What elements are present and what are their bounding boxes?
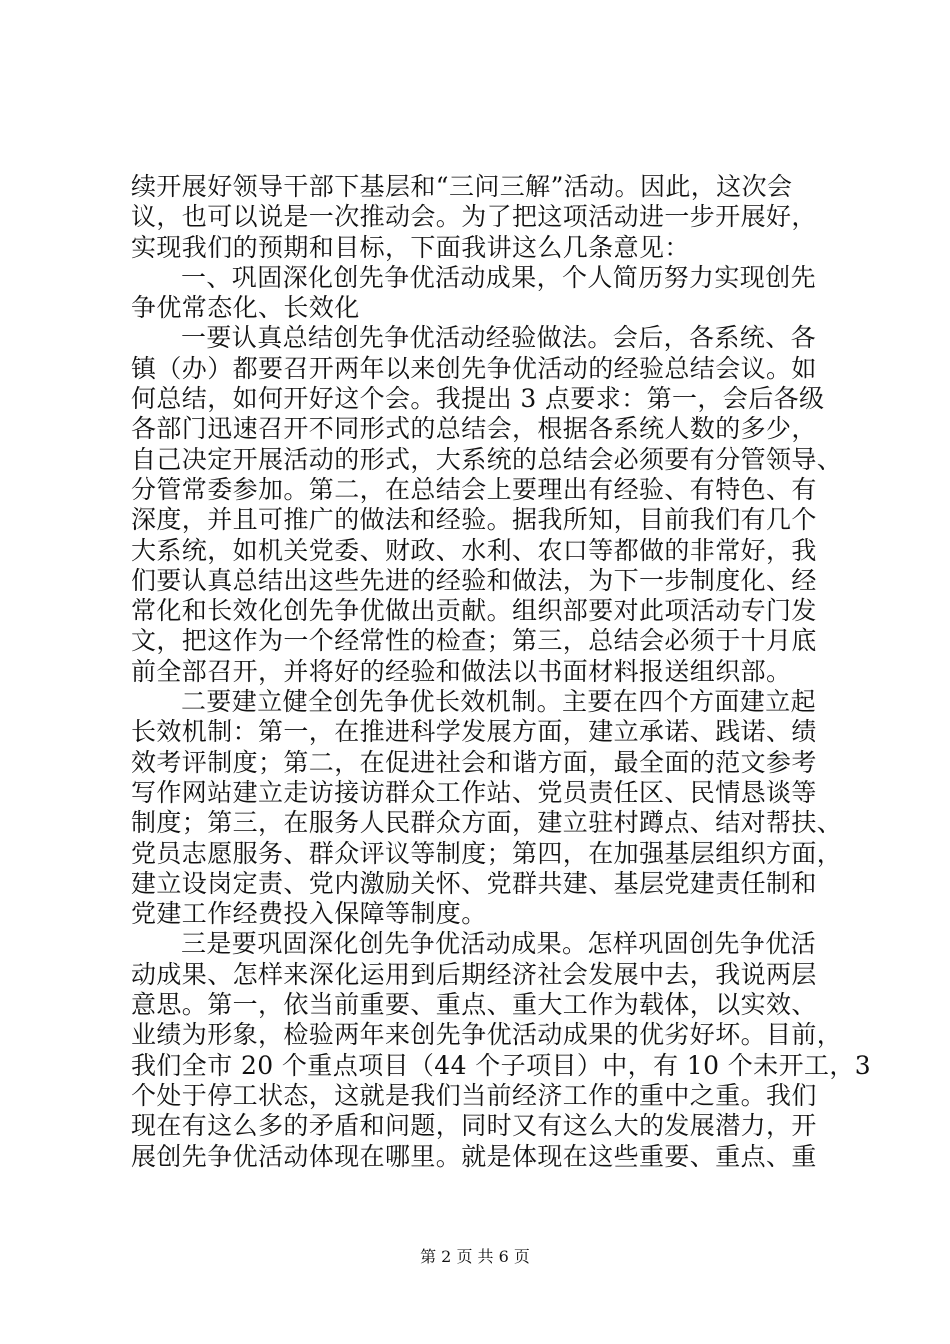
text-line: 我们全市 20 个重点项目（44 个子项目）中，有 10 个未开工，3	[131, 1050, 872, 1080]
section-heading-continued: 争优常态化、长效化	[131, 293, 360, 323]
text-line: 各部门迅速召开不同形式的总结会，根据各系统人数的多少，	[131, 414, 817, 444]
text-line: 展创先争优活动体现在哪里。就是体现在这些重要、重点、重	[131, 1141, 817, 1171]
text-line: 写作网站建立走访接访群众工作站、党员责任区、民情恳谈等	[131, 777, 817, 807]
text-line: 镇（办）都要召开两年以来创先争优活动的经验总结会议。如	[131, 353, 817, 383]
text-line: 实现我们的预期和目标，下面我讲这么几条意见：	[131, 232, 690, 262]
text-line: 党建工作经费投入保障等制度。	[131, 899, 487, 929]
text-line: 分管常委参加。第二，在总结会上要理出有经验、有特色、有	[131, 474, 817, 504]
text-line: 建立设岗定责、党内激励关怀、党群共建、基层党建责任制和	[131, 868, 817, 898]
text-line: 大系统，如机关党委、财政、水利、农口等都做的非常好，我	[131, 535, 817, 565]
text-line: 议，也可以说是一次推动会。为了把这项活动进一步开展好，	[131, 202, 817, 232]
page-number-footer: 第 2 页 共 6 页	[420, 1247, 530, 1266]
text-line: 意思。第一，依当前重要、重点、重大工作为载体，以实效、	[131, 990, 817, 1020]
text-line: 前全部召开，并将好的经验和做法以书面材料报送组织部。	[131, 656, 792, 686]
paragraph-start: 三是要巩固深化创先争优活动成果。怎样巩固创先争优活	[181, 929, 817, 959]
document-body	[131, 172, 872, 1172]
text-line: 业绩为形象，检验两年来创先争优活动成果的优劣好坏。目前，	[131, 1020, 843, 1050]
text-line: 们要认真总结出这些先进的经验和做法，为下一步制度化、经	[131, 565, 817, 595]
text-line: 党员志愿服务、群众评议等制度；第四，在加强基层组织方面，	[131, 838, 843, 868]
text-line: 动成果、怎样来深化运用到后期经济社会发展中去，我说两层	[131, 959, 817, 989]
section-heading: 一、巩固深化创先争优活动成果，个人简历努力实现创先	[181, 262, 817, 292]
text-line: 续开展好领导干部下基层和“三问三解”活动。因此，这次会	[131, 172, 793, 201]
text-line: 长效机制：第一，在推进科学发展方面，建立承诺、践诺、绩	[131, 717, 817, 747]
text-line: 常化和长效化创先争优做出贡献。组织部要对此项活动专门发	[131, 596, 817, 626]
text-line: 文，把这作为一个经常性的检查；第三，总结会必须于十月底	[131, 626, 817, 656]
text-line: 制度；第三，在服务人民群众方面，建立驻村蹲点、结对帮扶、	[131, 808, 843, 838]
paragraph-start: 一要认真总结创先争优活动经验做法。会后，各系统、各	[181, 323, 817, 353]
text-line: 效考评制度；第二，在促进社会和谐方面，最全面的范文参考	[131, 747, 817, 777]
text-line: 自己决定开展活动的形式，大系统的总结会必须要有分管领导、	[131, 444, 843, 474]
text-line: 何总结，如何开好这个会。我提出 3 点要求：第一，会后各级	[131, 384, 825, 414]
paragraph-start: 二要建立健全创先争优长效机制。主要在四个方面建立起	[181, 687, 817, 717]
text-line: 深度，并且可推广的做法和经验。据我所知，目前我们有几个	[131, 505, 817, 535]
text-line: 个处于停工状态，这就是我们当前经济工作的重中之重。我们	[131, 1080, 817, 1110]
text-line: 现在有这么多的矛盾和问题，同时又有这么大的发展潜力，开	[131, 1111, 817, 1141]
